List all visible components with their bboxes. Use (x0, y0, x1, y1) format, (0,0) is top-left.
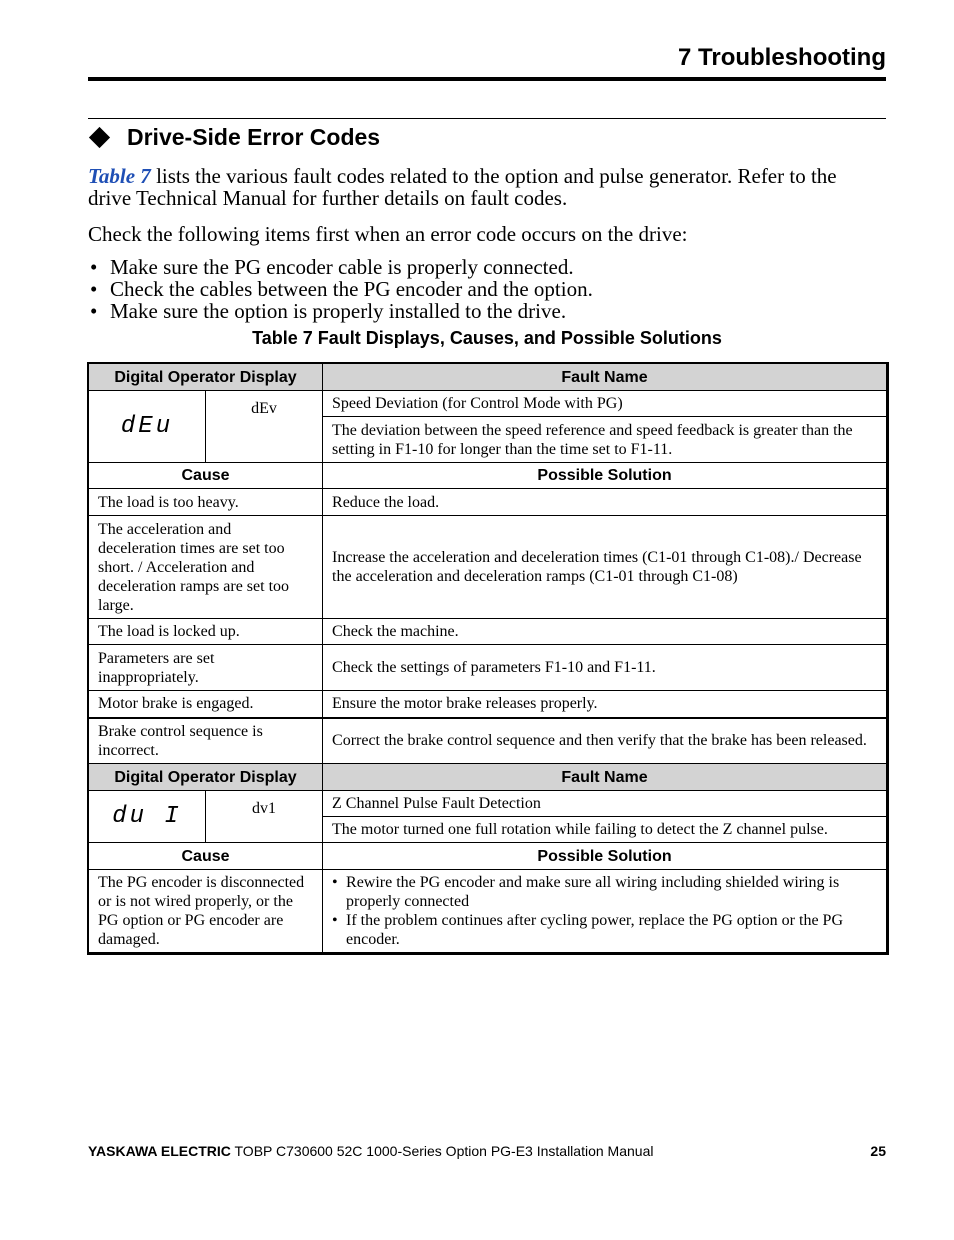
chapter-heading: 7 Troubleshooting (678, 44, 886, 71)
bullet-icon: • (90, 277, 98, 301)
table-row (89, 391, 887, 417)
table-7-link[interactable]: Table 7 (88, 164, 151, 188)
col-header-display: Digital Operator Display (89, 364, 323, 391)
lcd-display-dv1: du I (89, 791, 206, 843)
col-header-solution: Possible Solution (323, 463, 887, 489)
list-item: • Rewire the PG encoder and make sure all wiring including shielded wiring is properly connected (332, 874, 840, 910)
check-list (90, 256, 593, 322)
page-number: 25 (870, 1143, 886, 1159)
list-item: • Check the cables between the PG encoder and the option. (90, 277, 593, 301)
footer-doc: TOBP C730600 52C 1000-Series Option PG-E3 Installation Manual (230, 1143, 654, 1159)
bullet-icon: • (90, 255, 98, 279)
table-row (89, 619, 887, 645)
diamond-bullet-icon (89, 127, 110, 148)
cause-cell: Motor brake is engaged. (89, 691, 323, 718)
footer-doc-title (88, 1143, 653, 1159)
solution-cell: Check the machine. (323, 619, 887, 645)
check-paragraph: Check the following items first when an error code occurs on the drive: (88, 222, 688, 246)
table-row (89, 843, 887, 870)
table-caption: Table 7 Fault Displays, Causes, and Possible Solutions (252, 328, 722, 348)
table-row (89, 764, 887, 791)
fault-name: Speed Deviation (for Control Mode with PG) (323, 391, 887, 417)
page-footer (88, 1143, 886, 1159)
solution-cell (323, 870, 887, 953)
fault-name: Z Channel Pulse Fault Detection (323, 791, 887, 817)
solution-list (332, 873, 877, 949)
list-item: • Make sure the option is properly installed to the drive. (90, 299, 567, 323)
cause-cell: The load is too heavy. (89, 489, 323, 516)
cause-cell: Parameters are set inappropriately. (89, 645, 323, 691)
list-item: • If the problem continues after cycling power, replace the PG option or the PG encoder. (332, 912, 843, 948)
table-row (89, 718, 887, 764)
table-row (89, 516, 887, 619)
solution-cell: Reduce the load. (323, 489, 887, 516)
intro-text: lists the various fault codes related to the option and pulse generator. Refer to the drive Technical Manual for further details on fault codes. (88, 164, 837, 210)
solution-cell: Ensure the motor brake releases properly. (323, 691, 887, 718)
cause-cell: The acceleration and deceleration times are set too short. / Acceleration and deceleration ramps are set too large. (89, 516, 323, 619)
table-row (89, 870, 887, 953)
intro-paragraph (88, 165, 878, 209)
solution-cell: Check the settings of parameters F1-10 and F1-11. (323, 645, 887, 691)
section-title: Drive-Side Error Codes (127, 124, 381, 150)
col-header-solution: Possible Solution (323, 843, 887, 870)
header-rule (88, 77, 886, 81)
bullet-icon: • (332, 874, 338, 891)
table-row (89, 691, 887, 718)
cause-cell: The PG encoder is disconnected or is not wired properly, or the PG option or PG encoder are damaged. (89, 870, 323, 953)
table-row (89, 364, 887, 391)
cause-cell: The load is locked up. (89, 619, 323, 645)
col-header-fault: Fault Name (323, 364, 887, 391)
footer-brand: YASKAWA ELECTRIC (88, 1143, 231, 1159)
section-rule (88, 118, 886, 119)
fault-table (88, 363, 887, 953)
table-row (89, 791, 887, 817)
col-header-cause: Cause (89, 843, 323, 870)
fault-description: The deviation between the speed reference and speed feedback is greater than the setting in F1-10 for longer than the time set to F1-11. (323, 417, 887, 463)
bullet-icon: • (90, 299, 98, 323)
table-row (89, 489, 887, 516)
fault-code: dv1 (206, 791, 323, 843)
fault-code: dEv (206, 391, 323, 463)
solution-cell: Correct the brake control sequence and then verify that the brake has been released. (323, 718, 887, 764)
fault-description: The motor turned one full rotation while failing to detect the Z channel pulse. (323, 817, 887, 843)
solution-cell: Increase the acceleration and deceleration times (C1-01 through C1-08)./ Decrease the acceleration and deceleration ramps (C1-01 through C1-08) (323, 516, 887, 619)
col-header-display: Digital Operator Display (89, 764, 323, 791)
cause-cell: Brake control sequence is incorrect. (89, 718, 323, 764)
lcd-display-dev: dEu (89, 391, 206, 463)
section-heading (90, 124, 380, 151)
table-row (89, 645, 887, 691)
bullet-icon: • (332, 912, 338, 929)
col-header-fault: Fault Name (323, 764, 887, 791)
list-item: • Make sure the PG encoder cable is properly connected. (90, 255, 574, 279)
col-header-cause: Cause (89, 463, 323, 489)
table-row (89, 463, 887, 489)
